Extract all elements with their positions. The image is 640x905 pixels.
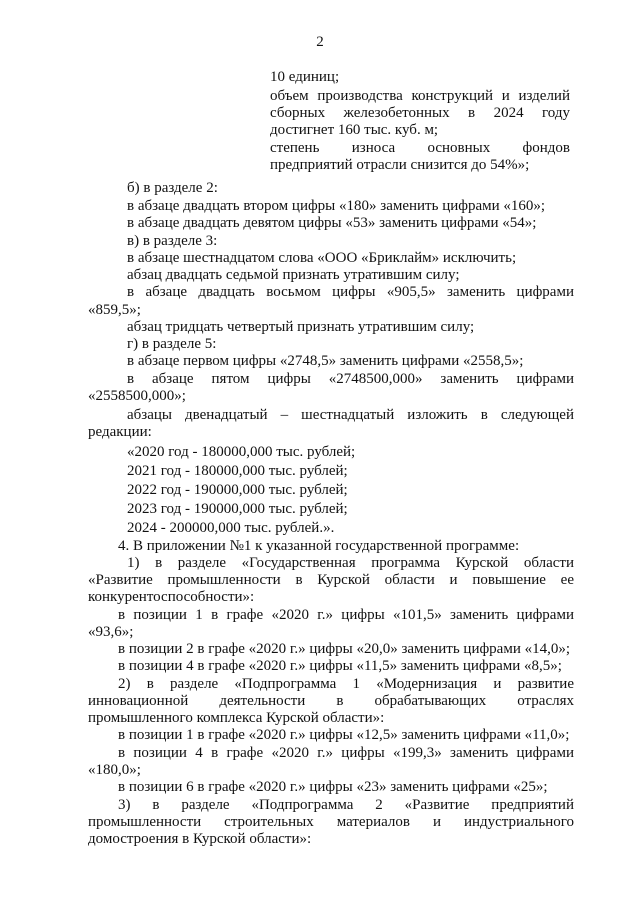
text-line: в абзаце двадцать восьмом цифры «905,5» заменить цифрами <box>127 284 574 300</box>
text-line: достигнет 160 тыс. куб. м; <box>270 122 439 138</box>
text-line: 10 единиц; <box>270 69 340 85</box>
text-line: в абзаце двадцать втором цифры «180» заменить цифрами «160»; <box>127 198 546 214</box>
text-line: промышленности строительных материалов и индустриального <box>88 814 574 830</box>
text-line: в абзаце пятом цифры «2748500,000» заменить цифрами <box>127 371 574 387</box>
text-line: «180,0»; <box>88 762 141 778</box>
text-line: 4. В приложении №1 к указанной государственной программе: <box>118 538 520 554</box>
text-line: 3) в разделе «Подпрограмма 2 «Развитие предприятий <box>118 797 574 813</box>
text-line: «2020 год - 180000,000 тыс. рублей; <box>127 444 356 460</box>
text-line: «Развитие промышленности в Курской области и повышение ее <box>88 572 574 588</box>
text-line: 2021 год - 180000,000 тыс. рублей; <box>127 463 348 479</box>
text-line: 1) в разделе «Государственная программа Курской области <box>127 555 574 571</box>
text-line: инновационной деятельности в обрабатывающих отраслях <box>88 693 574 709</box>
text-line: в позиции 2 в графе «2020 г.» цифры «20,0» заменить цифрами «14,0»; <box>118 641 571 657</box>
text-line: абзац двадцать седьмой признать утратившим силу; <box>127 267 460 283</box>
text-line: «93,6»; <box>88 624 134 640</box>
text-line: в позиции 6 в графе «2020 г.» цифры «23» заменить цифрами «25»; <box>118 779 548 795</box>
text-line: абзацы двенадцатый – шестнадцатый изложить в следующей <box>127 407 574 423</box>
text-line: 2023 год - 190000,000 тыс. рублей; <box>127 501 348 517</box>
text-line: в позиции 4 в графе «2020 г.» цифры «11,5» заменить цифрами «8,5»; <box>118 658 562 674</box>
text-line: в позиции 1 в графе «2020 г.» цифры «12,5» заменить цифрами «11,0»; <box>118 727 570 743</box>
text-line: объем производства конструкций и изделий <box>270 88 570 104</box>
text-line: конкурентоспособности»: <box>88 589 255 605</box>
text-line: предприятий отрасли снизится до 54%»; <box>270 157 530 173</box>
text-line: в) в разделе 3: <box>127 233 218 249</box>
text-line: абзац тридцать четвертый признать утратившим силу; <box>127 319 475 335</box>
text-line: сборных железобетонных в 2024 году <box>270 105 570 121</box>
text-line: 2) в разделе «Подпрограмма 1 «Модернизация и развитие <box>118 676 574 692</box>
text-line: промышленного комплекса Курской области»: <box>88 710 385 726</box>
text-line: степень износа основных фондов <box>270 140 570 156</box>
page-number: 2 <box>316 34 324 50</box>
text-line: г) в разделе 5: <box>127 336 217 352</box>
text-line: домостроения в Курской области»: <box>88 831 312 847</box>
text-line: в позиции 1 в графе «2020 г.» цифры «101,5» заменить цифрами <box>118 607 574 623</box>
text-line: б) в разделе 2: <box>127 180 218 196</box>
text-line: в абзаце первом цифры «2748,5» заменить цифрами «2558,5»; <box>127 353 524 369</box>
text-line: в абзаце двадцать девятом цифры «53» заменить цифрами «54»; <box>127 215 537 231</box>
text-line: 2024 - 200000,000 тыс. рублей.». <box>127 520 335 536</box>
text-line: в абзаце шестнадцатом слова «ООО «Бриклайм» исключить; <box>127 250 517 266</box>
text-line: в позиции 4 в графе «2020 г.» цифры «199,3» заменить цифрами <box>118 745 574 761</box>
text-line: «859,5»; <box>88 302 141 318</box>
text-line: редакции: <box>88 424 152 440</box>
text-line: 2022 год - 190000,000 тыс. рублей; <box>127 482 348 498</box>
text-line: «2558500,000»; <box>88 388 186 404</box>
